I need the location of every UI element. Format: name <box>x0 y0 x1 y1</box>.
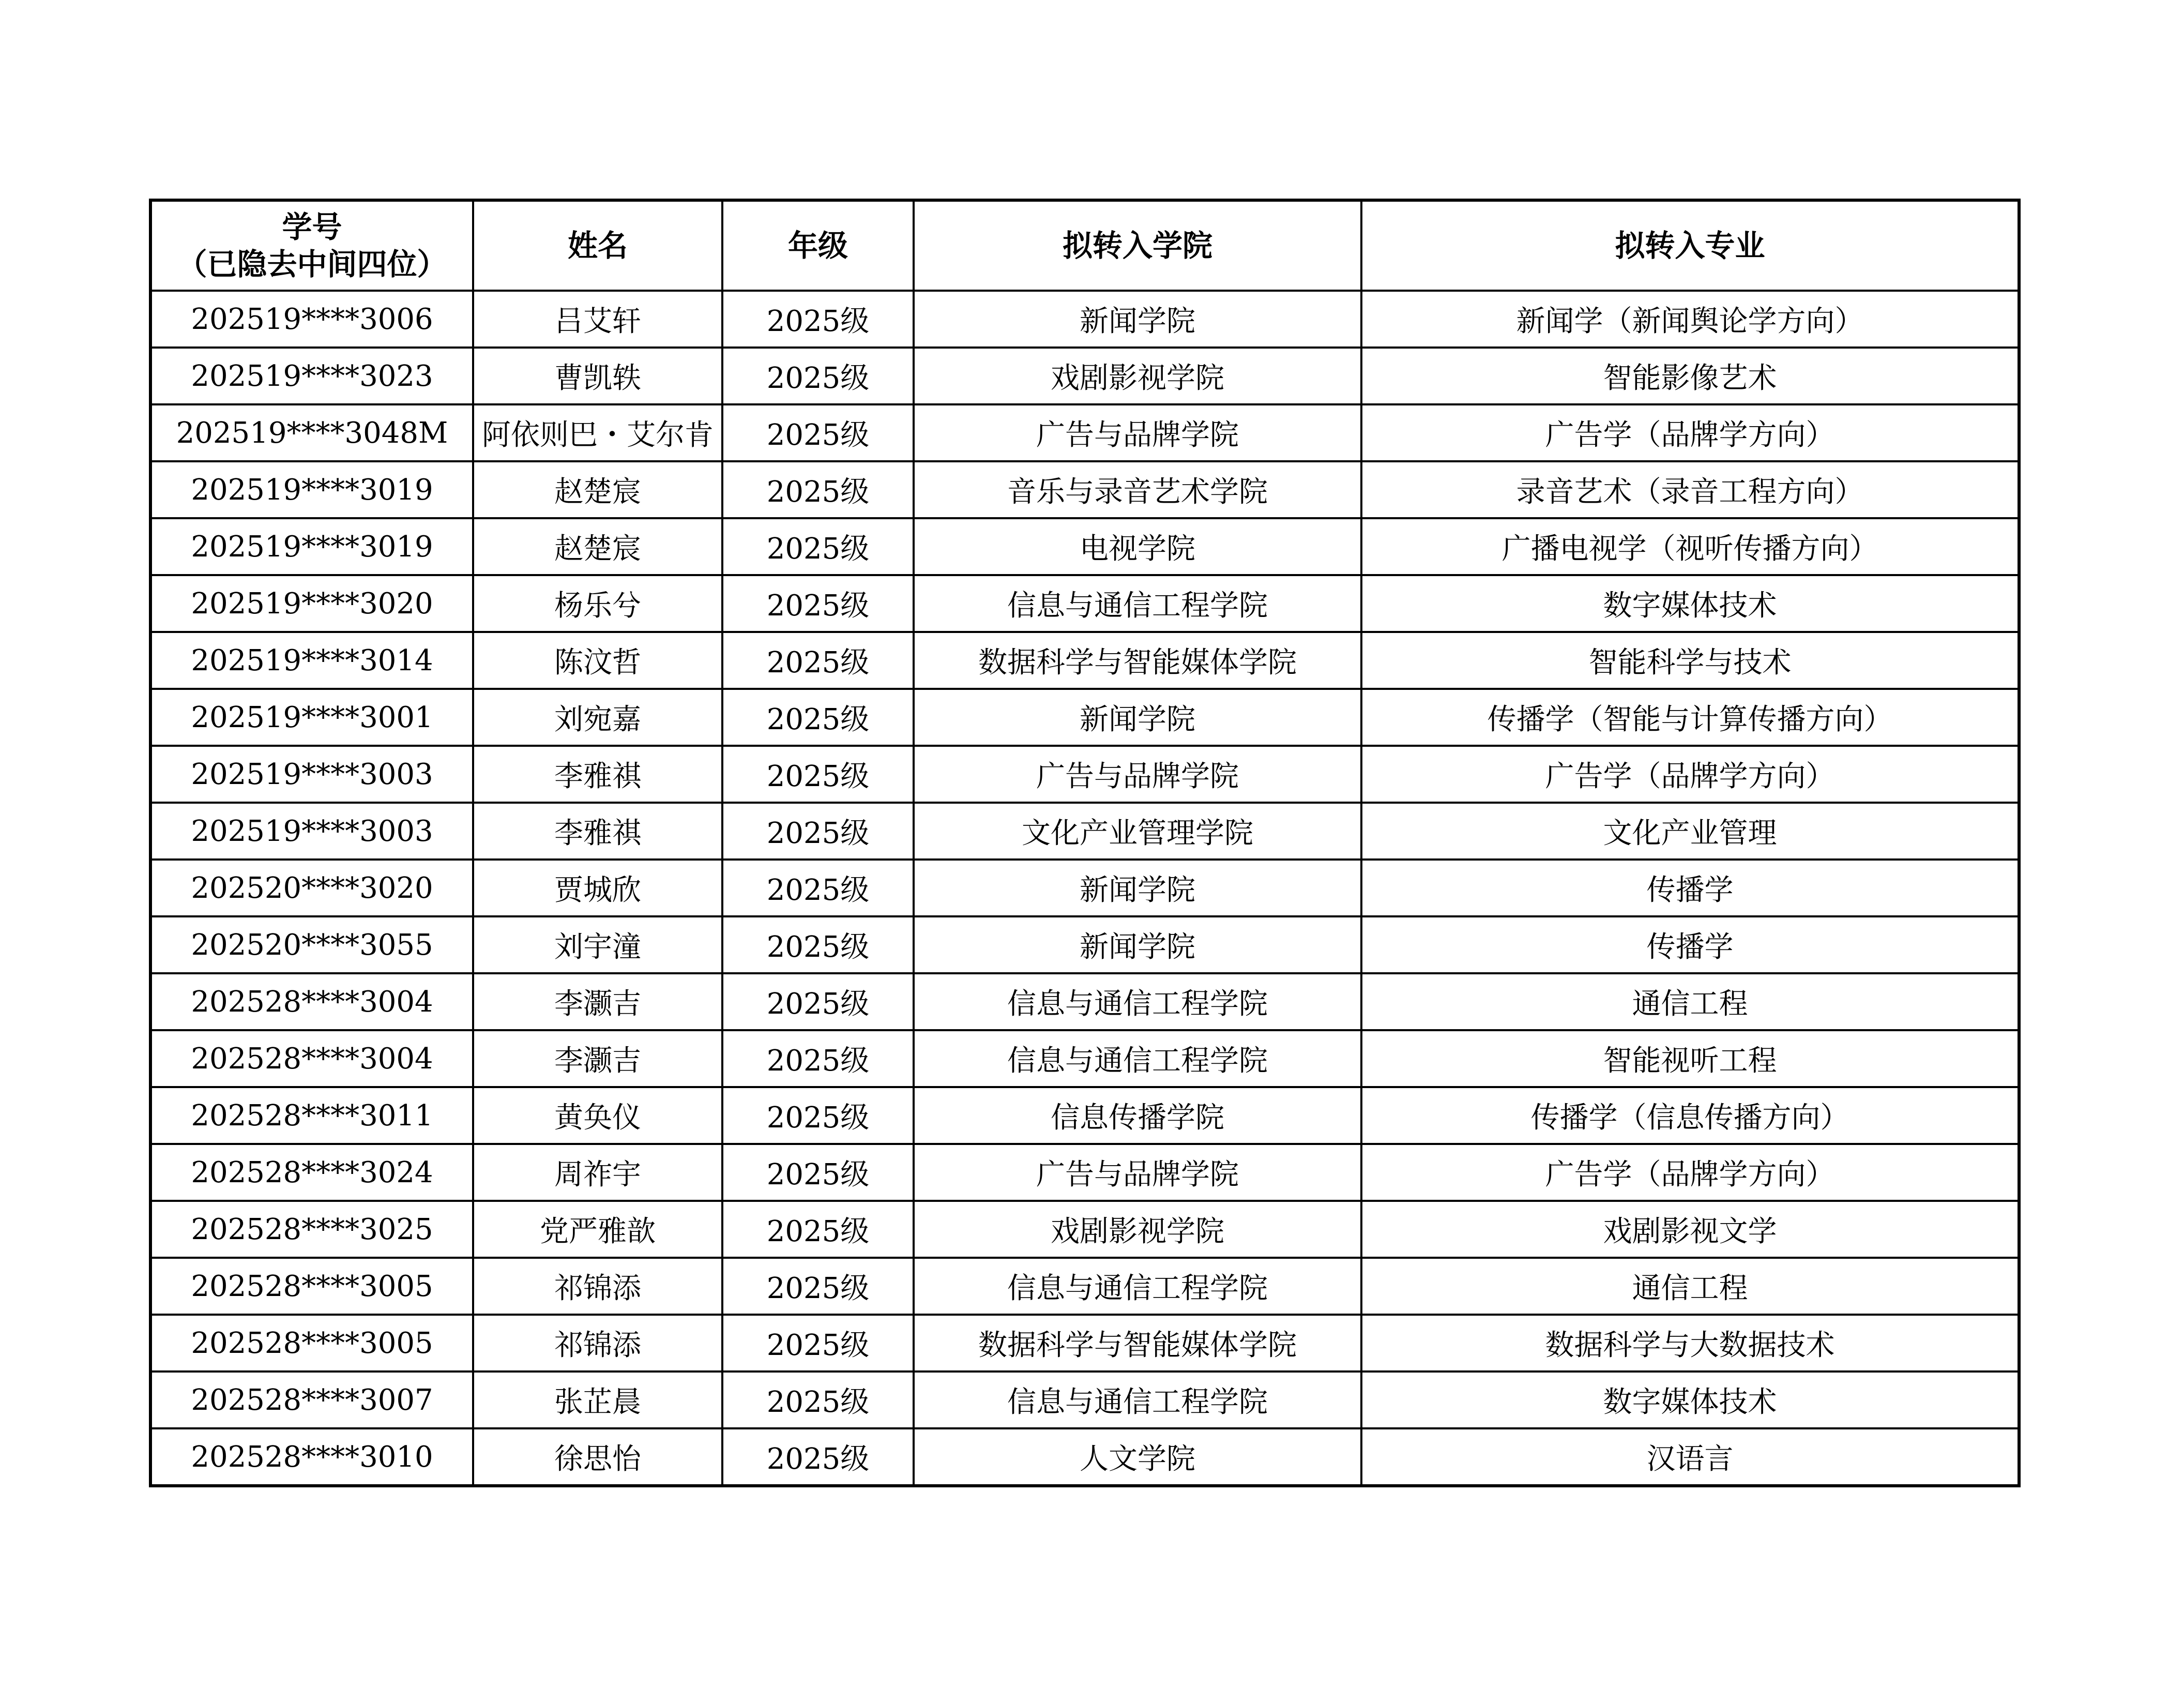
cell-grade: 2025级 <box>722 575 914 632</box>
cell-name: 李灏吉 <box>473 973 722 1030</box>
table-row <box>150 1144 2019 1201</box>
cell-name: 曹凯轶 <box>473 348 722 404</box>
header-college: 拟转入学院 <box>914 200 1361 291</box>
cell-grade: 2025级 <box>722 1315 914 1372</box>
cell-name: 张芷晨 <box>473 1372 722 1428</box>
cell-name: 李雅祺 <box>473 746 722 803</box>
cell-college: 信息与通信工程学院 <box>914 1030 1361 1087</box>
cell-name: 赵楚宸 <box>473 518 722 575</box>
cell-college: 信息与通信工程学院 <box>914 575 1361 632</box>
transfer-table <box>149 199 2021 1487</box>
cell-major: 戏剧影视文学 <box>1361 1201 2019 1258</box>
cell-major: 通信工程 <box>1361 973 2019 1030</box>
cell-student-id: 202528****3005 <box>150 1258 473 1315</box>
cell-grade: 2025级 <box>722 1201 914 1258</box>
table-row <box>150 916 2019 973</box>
table-row <box>150 746 2019 803</box>
cell-name: 阿依则巴・艾尔肯 <box>473 404 722 461</box>
table-row <box>150 1030 2019 1087</box>
cell-student-id: 202528****3010 <box>150 1428 473 1486</box>
header-student-id <box>150 200 473 291</box>
cell-student-id: 202519****3023 <box>150 348 473 404</box>
cell-student-id: 202519****3019 <box>150 461 473 518</box>
cell-college: 戏剧影视学院 <box>914 1201 1361 1258</box>
cell-grade: 2025级 <box>722 1144 914 1201</box>
cell-student-id: 202528****3024 <box>150 1144 473 1201</box>
cell-grade: 2025级 <box>722 1030 914 1087</box>
cell-grade: 2025级 <box>722 461 914 518</box>
cell-major: 智能影像艺术 <box>1361 348 2019 404</box>
table-row <box>150 973 2019 1030</box>
cell-major: 新闻学（新闻舆论学方向） <box>1361 291 2019 348</box>
cell-student-id: 202528****3025 <box>150 1201 473 1258</box>
table-row <box>150 518 2019 575</box>
cell-college: 新闻学院 <box>914 860 1361 916</box>
table-row <box>150 1428 2019 1486</box>
cell-grade: 2025级 <box>722 973 914 1030</box>
cell-name: 陈汶哲 <box>473 632 722 689</box>
header-student-id-line2: （已隐去中间四位） <box>177 247 447 282</box>
table-row <box>150 348 2019 404</box>
table-row <box>150 291 2019 348</box>
cell-student-id: 202519****3019 <box>150 518 473 575</box>
table-row <box>150 860 2019 916</box>
cell-major: 数据科学与大数据技术 <box>1361 1315 2019 1372</box>
cell-student-id: 202519****3020 <box>150 575 473 632</box>
cell-name: 赵楚宸 <box>473 461 722 518</box>
cell-student-id: 202519****3014 <box>150 632 473 689</box>
table-row <box>150 1315 2019 1372</box>
cell-student-id: 202528****3011 <box>150 1087 473 1144</box>
cell-name: 吕艾轩 <box>473 291 722 348</box>
cell-student-id: 202528****3005 <box>150 1315 473 1372</box>
cell-student-id: 202519****3048M <box>150 404 473 461</box>
cell-major: 通信工程 <box>1361 1258 2019 1315</box>
cell-grade: 2025级 <box>722 803 914 860</box>
cell-college: 信息与通信工程学院 <box>914 1258 1361 1315</box>
cell-major: 汉语言 <box>1361 1428 2019 1486</box>
cell-college: 人文学院 <box>914 1428 1361 1486</box>
cell-student-id: 202520****3055 <box>150 916 473 973</box>
header-row <box>150 200 2019 291</box>
cell-name: 徐思怡 <box>473 1428 722 1486</box>
cell-grade: 2025级 <box>722 632 914 689</box>
cell-college: 广告与品牌学院 <box>914 1144 1361 1201</box>
table-row <box>150 632 2019 689</box>
cell-student-id: 202528****3004 <box>150 973 473 1030</box>
cell-name: 刘宇潼 <box>473 916 722 973</box>
cell-student-id: 202520****3020 <box>150 860 473 916</box>
table-row <box>150 1258 2019 1315</box>
cell-college: 广告与品牌学院 <box>914 404 1361 461</box>
cell-college: 新闻学院 <box>914 916 1361 973</box>
cell-name: 刘宛嘉 <box>473 689 722 746</box>
cell-name: 祁锦添 <box>473 1315 722 1372</box>
cell-grade: 2025级 <box>722 746 914 803</box>
table-body <box>150 291 2019 1486</box>
cell-major: 数字媒体技术 <box>1361 1372 2019 1428</box>
cell-name: 杨乐兮 <box>473 575 722 632</box>
cell-college: 信息与通信工程学院 <box>914 973 1361 1030</box>
table-row <box>150 1201 2019 1258</box>
cell-college: 数据科学与智能媒体学院 <box>914 1315 1361 1372</box>
cell-name: 贾城欣 <box>473 860 722 916</box>
cell-grade: 2025级 <box>722 689 914 746</box>
table-row <box>150 404 2019 461</box>
cell-college: 戏剧影视学院 <box>914 348 1361 404</box>
header-grade: 年级 <box>722 200 914 291</box>
cell-college: 信息传播学院 <box>914 1087 1361 1144</box>
cell-grade: 2025级 <box>722 1372 914 1428</box>
table-row <box>150 1087 2019 1144</box>
cell-college: 文化产业管理学院 <box>914 803 1361 860</box>
cell-college: 新闻学院 <box>914 689 1361 746</box>
cell-name: 黄奂仪 <box>473 1087 722 1144</box>
cell-college: 信息与通信工程学院 <box>914 1372 1361 1428</box>
cell-student-id: 202519****3006 <box>150 291 473 348</box>
cell-major: 传播学 <box>1361 860 2019 916</box>
cell-grade: 2025级 <box>722 404 914 461</box>
cell-student-id: 202528****3007 <box>150 1372 473 1428</box>
cell-grade: 2025级 <box>722 916 914 973</box>
header-major: 拟转入专业 <box>1361 200 2019 291</box>
cell-major: 广告学（品牌学方向） <box>1361 404 2019 461</box>
table-row <box>150 1372 2019 1428</box>
table-row <box>150 461 2019 518</box>
table-row <box>150 689 2019 746</box>
cell-major: 广告学（品牌学方向） <box>1361 1144 2019 1201</box>
cell-major: 智能视听工程 <box>1361 1030 2019 1087</box>
cell-name: 周祚宇 <box>473 1144 722 1201</box>
header-name: 姓名 <box>473 200 722 291</box>
cell-grade: 2025级 <box>722 1428 914 1486</box>
cell-student-id: 202528****3004 <box>150 1030 473 1087</box>
cell-major: 录音艺术（录音工程方向） <box>1361 461 2019 518</box>
cell-student-id: 202519****3001 <box>150 689 473 746</box>
cell-major: 智能科学与技术 <box>1361 632 2019 689</box>
cell-grade: 2025级 <box>722 1258 914 1315</box>
cell-name: 党严雅歆 <box>473 1201 722 1258</box>
cell-grade: 2025级 <box>722 860 914 916</box>
cell-name: 李雅祺 <box>473 803 722 860</box>
cell-grade: 2025级 <box>722 348 914 404</box>
cell-college: 数据科学与智能媒体学院 <box>914 632 1361 689</box>
cell-major: 传播学（智能与计算传播方向） <box>1361 689 2019 746</box>
cell-grade: 2025级 <box>722 291 914 348</box>
cell-major: 传播学 <box>1361 916 2019 973</box>
cell-name: 祁锦添 <box>473 1258 722 1315</box>
cell-student-id: 202519****3003 <box>150 803 473 860</box>
cell-student-id: 202519****3003 <box>150 746 473 803</box>
table-row <box>150 803 2019 860</box>
cell-college: 音乐与录音艺术学院 <box>914 461 1361 518</box>
cell-name: 李灏吉 <box>473 1030 722 1087</box>
header-student-id-line1: 学号 <box>282 209 342 245</box>
cell-college: 电视学院 <box>914 518 1361 575</box>
table-row <box>150 575 2019 632</box>
cell-major: 广告学（品牌学方向） <box>1361 746 2019 803</box>
cell-major: 广播电视学（视听传播方向） <box>1361 518 2019 575</box>
cell-grade: 2025级 <box>722 518 914 575</box>
cell-major: 文化产业管理 <box>1361 803 2019 860</box>
cell-major: 数字媒体技术 <box>1361 575 2019 632</box>
cell-grade: 2025级 <box>722 1087 914 1144</box>
cell-college: 广告与品牌学院 <box>914 746 1361 803</box>
cell-major: 传播学（信息传播方向） <box>1361 1087 2019 1144</box>
cell-college: 新闻学院 <box>914 291 1361 348</box>
